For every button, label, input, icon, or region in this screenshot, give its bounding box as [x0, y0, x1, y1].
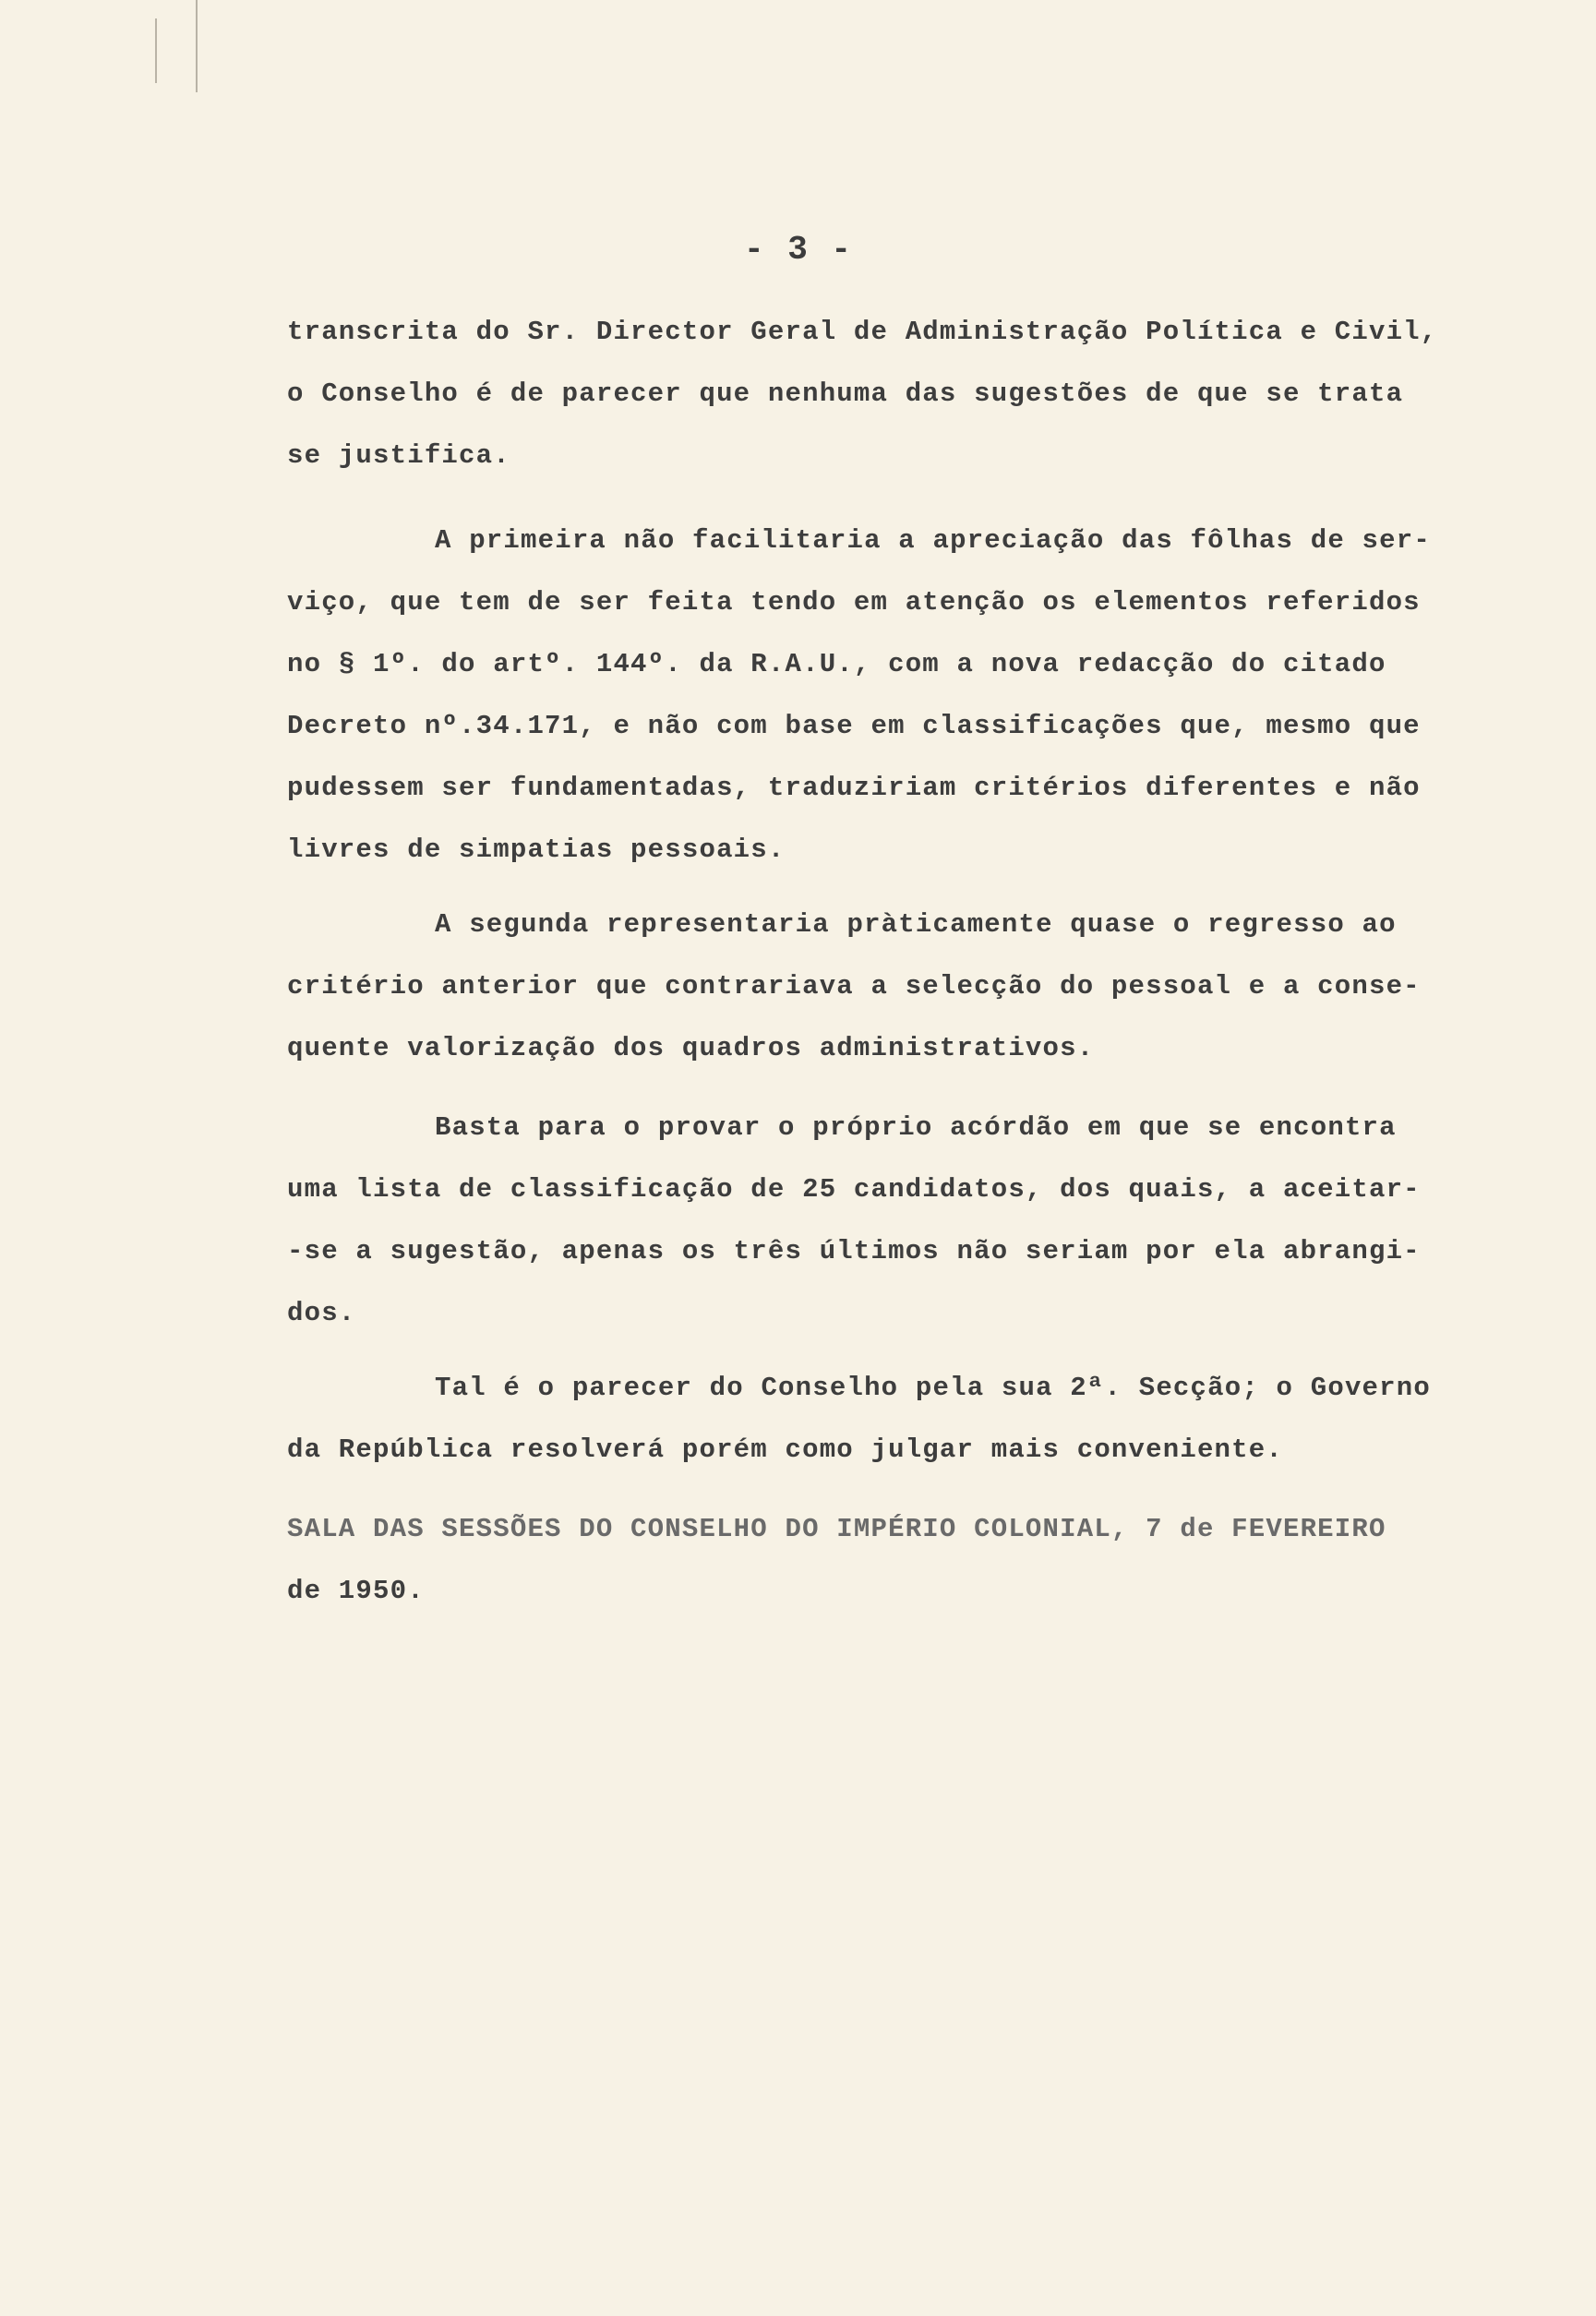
paragraph-2-line-5: pudessem ser fundamentadas, traduziriam critérios diferentes e não — [287, 773, 1421, 803]
paragraph-4-line-4: dos. — [287, 1298, 356, 1328]
paragraph-4-line-2: uma lista de classificação de 25 candidatos, dos quais, a aceitar- — [287, 1174, 1421, 1205]
margin-mark — [196, 0, 198, 92]
paragraph-5-line-2: da República resolverá porém como julgar mais conveniente. — [287, 1434, 1283, 1465]
paragraph-2-line-1: A primeira não facilitaria a apreciação das fôlhas de ser- — [435, 525, 1431, 556]
paragraph-2-line-3: no § 1º. do artº. 144º. da R.A.U., com a nova redacção do citado — [287, 649, 1386, 679]
paragraph-2-line-6: livres de simpatias pessoais. — [287, 834, 786, 865]
paragraph-1-line-2: o Conselho é de parecer que nenhuma das sugestões de que se trata — [287, 378, 1404, 409]
paragraph-4-line-3: -se a sugestão, apenas os três últimos não seriam por ela abrangi- — [287, 1236, 1421, 1266]
paragraph-4-line-1: Basta para o provar o próprio acórdão em que se encontra — [435, 1112, 1397, 1143]
paragraph-3-line-3: quente valorização dos quadros administrativos. — [287, 1033, 1095, 1063]
page-number: - 3 - — [744, 231, 854, 269]
paragraph-2-line-2: viço, que tem de ser feita tendo em atenção os elementos referidos — [287, 587, 1421, 618]
closing-line-1: SALA DAS SESSÕES DO CONSELHO DO IMPÉRIO COLONIAL, 7 de FEVEREIRO — [287, 1514, 1386, 1544]
paragraph-3-line-2: critério anterior que contrariava a selecção do pessoal e a conse- — [287, 971, 1421, 1002]
paragraph-1-line-3: se justifica. — [287, 440, 510, 471]
closing-line-2: de 1950. — [287, 1576, 425, 1606]
paragraph-3-line-1: A segunda representaria pràticamente quase o regresso ao — [435, 909, 1397, 940]
paragraph-2-line-4: Decreto nº.34.171, e não com base em classificações que, mesmo que — [287, 711, 1421, 741]
paragraph-5-line-1: Tal é o parecer do Conselho pela sua 2ª. Secção; o Governo — [435, 1373, 1431, 1403]
margin-mark — [155, 18, 157, 83]
paragraph-1-line-1: transcrita do Sr. Director Geral de Administração Política e Civil, — [287, 317, 1438, 347]
